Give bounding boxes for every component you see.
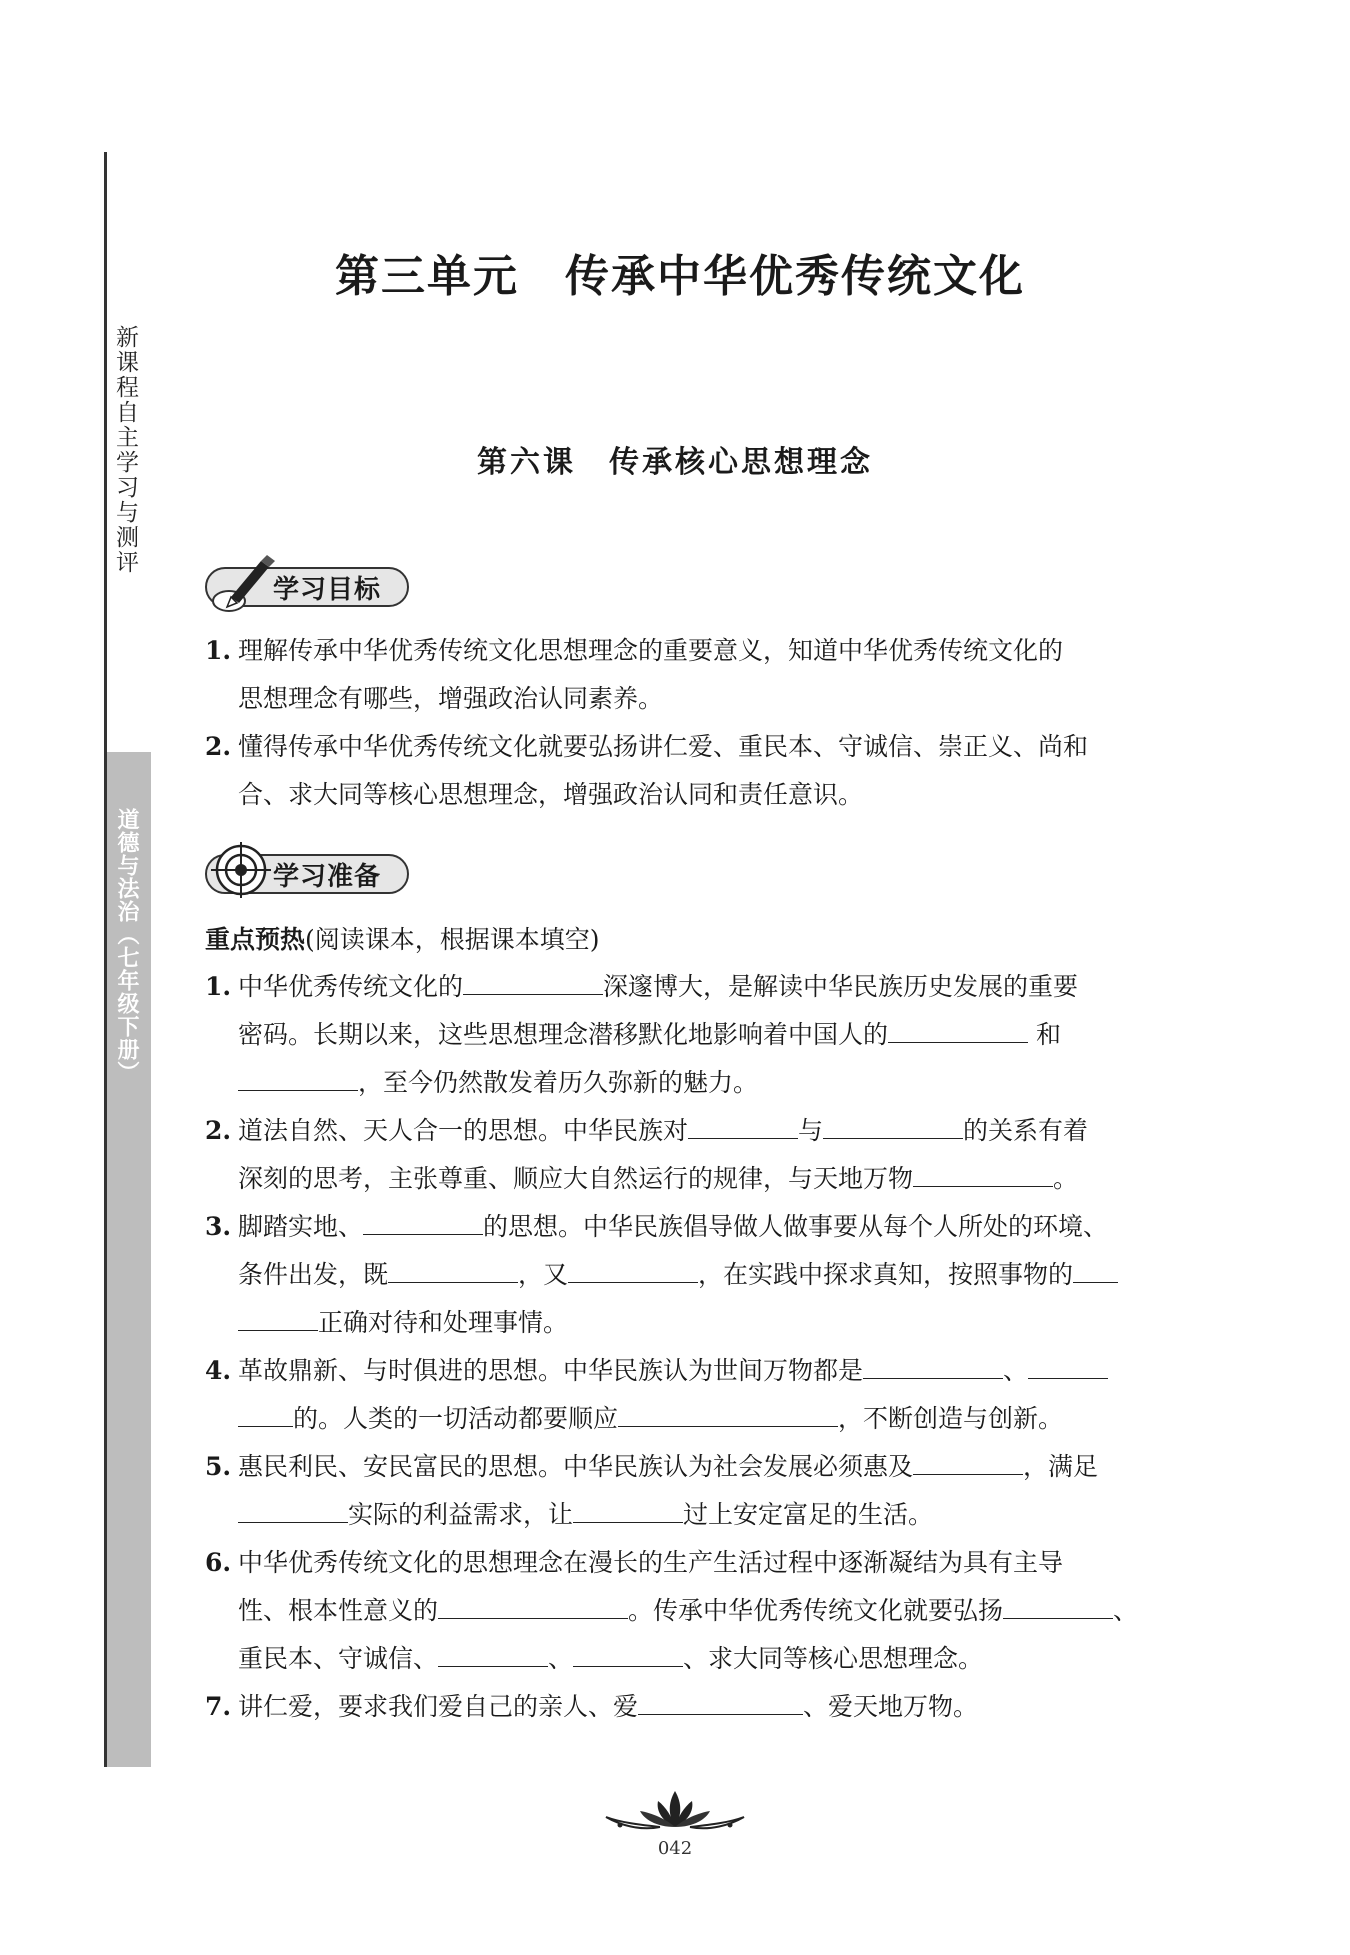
answer-blank[interactable] xyxy=(1073,1258,1118,1283)
question-text: 重民本、守诚信、 xyxy=(238,1644,439,1673)
answer-blank[interactable] xyxy=(618,1402,838,1427)
question-text: 过上安定富足的生活。 xyxy=(683,1500,934,1529)
question-text: 脚踏实地、 xyxy=(238,1212,364,1241)
objective-item-2 xyxy=(205,723,1160,819)
answer-blank[interactable] xyxy=(863,1354,1003,1379)
question-text: 、爱天地万物。 xyxy=(803,1692,979,1721)
question-text: 的关系有着 xyxy=(963,1116,1089,1145)
answer-blank[interactable] xyxy=(388,1258,518,1283)
question-text: ，至今仍然散发着历久弥新的魅力。 xyxy=(358,1068,759,1097)
objective-text: 思想理念有哪些，增强政治认同素养。 xyxy=(238,684,664,713)
question-text: 密码。长期以来，这些思想理念潜移默化地影响着中国人的 xyxy=(238,1020,889,1049)
preparation-header xyxy=(205,850,410,894)
question-text: ，满足 xyxy=(1023,1452,1099,1481)
question-text: ，在实践中探求真知，按照事物的 xyxy=(698,1260,1074,1289)
question-5 xyxy=(205,1443,1160,1539)
question-text: 。传承中华优秀传统文化就要弘扬 xyxy=(628,1596,1004,1625)
question-text: 条件出发，既 xyxy=(238,1260,389,1289)
objective-text: 懂得传承中华优秀传统文化就要弘扬讲仁爱、重民本、守诚信、崇正义、尚和 xyxy=(238,732,1089,761)
answer-blank[interactable] xyxy=(438,1642,548,1667)
question-text: 的思想。中华民族倡导做人做事要从每个人所处的环境、 xyxy=(483,1212,1109,1241)
subheading-bold: 重点预热 xyxy=(205,925,306,954)
question-text: 正确对待和处理事情。 xyxy=(318,1308,569,1337)
question-2 xyxy=(205,1107,1160,1203)
question-text: 中华优秀传统文化的思想理念在漫长的生产生活过程中逐渐凝结为具有主导 xyxy=(238,1548,1064,1577)
question-text: ，又 xyxy=(518,1260,569,1289)
question-text: 讲仁爱，要求我们爱自己的亲人、爱 xyxy=(238,1692,639,1721)
answer-blank[interactable] xyxy=(238,1402,293,1427)
lotus-ornament-icon xyxy=(600,1787,750,1837)
answer-blank[interactable] xyxy=(913,1162,1053,1187)
objective-item-1 xyxy=(205,627,1160,723)
question-text: 实际的利益需求，让 xyxy=(348,1500,574,1529)
preparation-heading: 学习准备 xyxy=(273,862,382,892)
target-icon xyxy=(209,840,273,900)
answer-blank[interactable] xyxy=(238,1498,348,1523)
preparation-subheading xyxy=(205,920,600,956)
answer-blank[interactable] xyxy=(1028,1354,1108,1379)
question-6 xyxy=(205,1539,1160,1683)
objective-text: 合、求大同等核心思想理念，增强政治认同和责任意识。 xyxy=(238,780,864,809)
question-number: 7. xyxy=(205,1692,232,1721)
answer-blank[interactable] xyxy=(888,1018,1028,1043)
objective-number: 1. xyxy=(205,636,232,665)
answer-blank[interactable] xyxy=(688,1114,798,1139)
question-text: 、 xyxy=(548,1644,574,1673)
answer-blank[interactable] xyxy=(573,1642,683,1667)
answer-blank[interactable] xyxy=(823,1114,963,1139)
objectives-heading: 学习目标 xyxy=(273,575,382,605)
sidebar-subject-label: 道德与法治（七年级下册） xyxy=(114,808,139,1084)
question-text: 深邃博大，是解读中华民族历史发展的重要 xyxy=(603,972,1079,1001)
sidebar-book-title: 新课程自主学习与测评 xyxy=(112,325,138,575)
question-1 xyxy=(205,963,1160,1107)
answer-blank[interactable] xyxy=(568,1258,698,1283)
question-number: 1. xyxy=(205,972,232,1001)
answer-blank[interactable] xyxy=(238,1306,318,1331)
question-text: 深刻的思考，主张尊重、顺应大自然运行的规律，与天地万物 xyxy=(238,1164,914,1193)
question-4 xyxy=(205,1347,1160,1443)
question-text: 。 xyxy=(1053,1164,1079,1193)
answer-blank[interactable] xyxy=(913,1450,1023,1475)
question-3 xyxy=(205,1203,1160,1347)
page-number: 042 xyxy=(657,1838,693,1859)
answer-blank[interactable] xyxy=(463,970,603,995)
question-text: 和 xyxy=(1035,1020,1061,1049)
question-number: 3. xyxy=(205,1212,232,1241)
question-text: 性、根本性意义的 xyxy=(238,1596,439,1625)
question-text: ，不断创造与创新。 xyxy=(838,1404,1064,1433)
question-number: 2. xyxy=(205,1116,232,1145)
question-text: 、 xyxy=(1113,1596,1139,1625)
question-text: 革故鼎新、与时俱进的思想。中华民族认为世间万物都是 xyxy=(238,1356,864,1385)
answer-blank[interactable] xyxy=(573,1498,683,1523)
question-text: 中华优秀传统文化的 xyxy=(238,972,464,1001)
lesson-title: 第六课 传承核心思想理念 xyxy=(477,445,873,480)
question-text: 、求大同等核心思想理念。 xyxy=(683,1644,984,1673)
question-text: 的。人类的一切活动都要顺应 xyxy=(293,1404,619,1433)
question-number: 5. xyxy=(205,1452,232,1481)
question-text: 道法自然、天人合一的思想。中华民族对 xyxy=(238,1116,689,1145)
answer-blank[interactable] xyxy=(638,1690,803,1715)
objective-text: 理解传承中华优秀传统文化思想理念的重要意义，知道中华优秀传统文化的 xyxy=(238,636,1064,665)
unit-title: 第三单元 传承中华优秀传统文化 xyxy=(335,251,1025,302)
objective-number: 2. xyxy=(205,732,232,761)
objectives-header xyxy=(205,563,410,607)
answer-blank[interactable] xyxy=(238,1066,358,1091)
answer-blank[interactable] xyxy=(363,1210,483,1235)
answer-blank[interactable] xyxy=(438,1594,628,1619)
subheading-note: (阅读课本，根据课本填空) xyxy=(305,925,600,954)
question-text: 与 xyxy=(798,1116,824,1145)
pen-icon xyxy=(209,553,279,613)
question-text: 惠民利民、安民富民的思想。中华民族认为社会发展必须惠及 xyxy=(238,1452,914,1481)
question-number: 4. xyxy=(205,1356,232,1385)
answer-blank[interactable] xyxy=(1003,1594,1113,1619)
question-7 xyxy=(205,1683,1160,1731)
question-number: 6. xyxy=(205,1548,232,1577)
question-text: 、 xyxy=(1003,1356,1029,1385)
